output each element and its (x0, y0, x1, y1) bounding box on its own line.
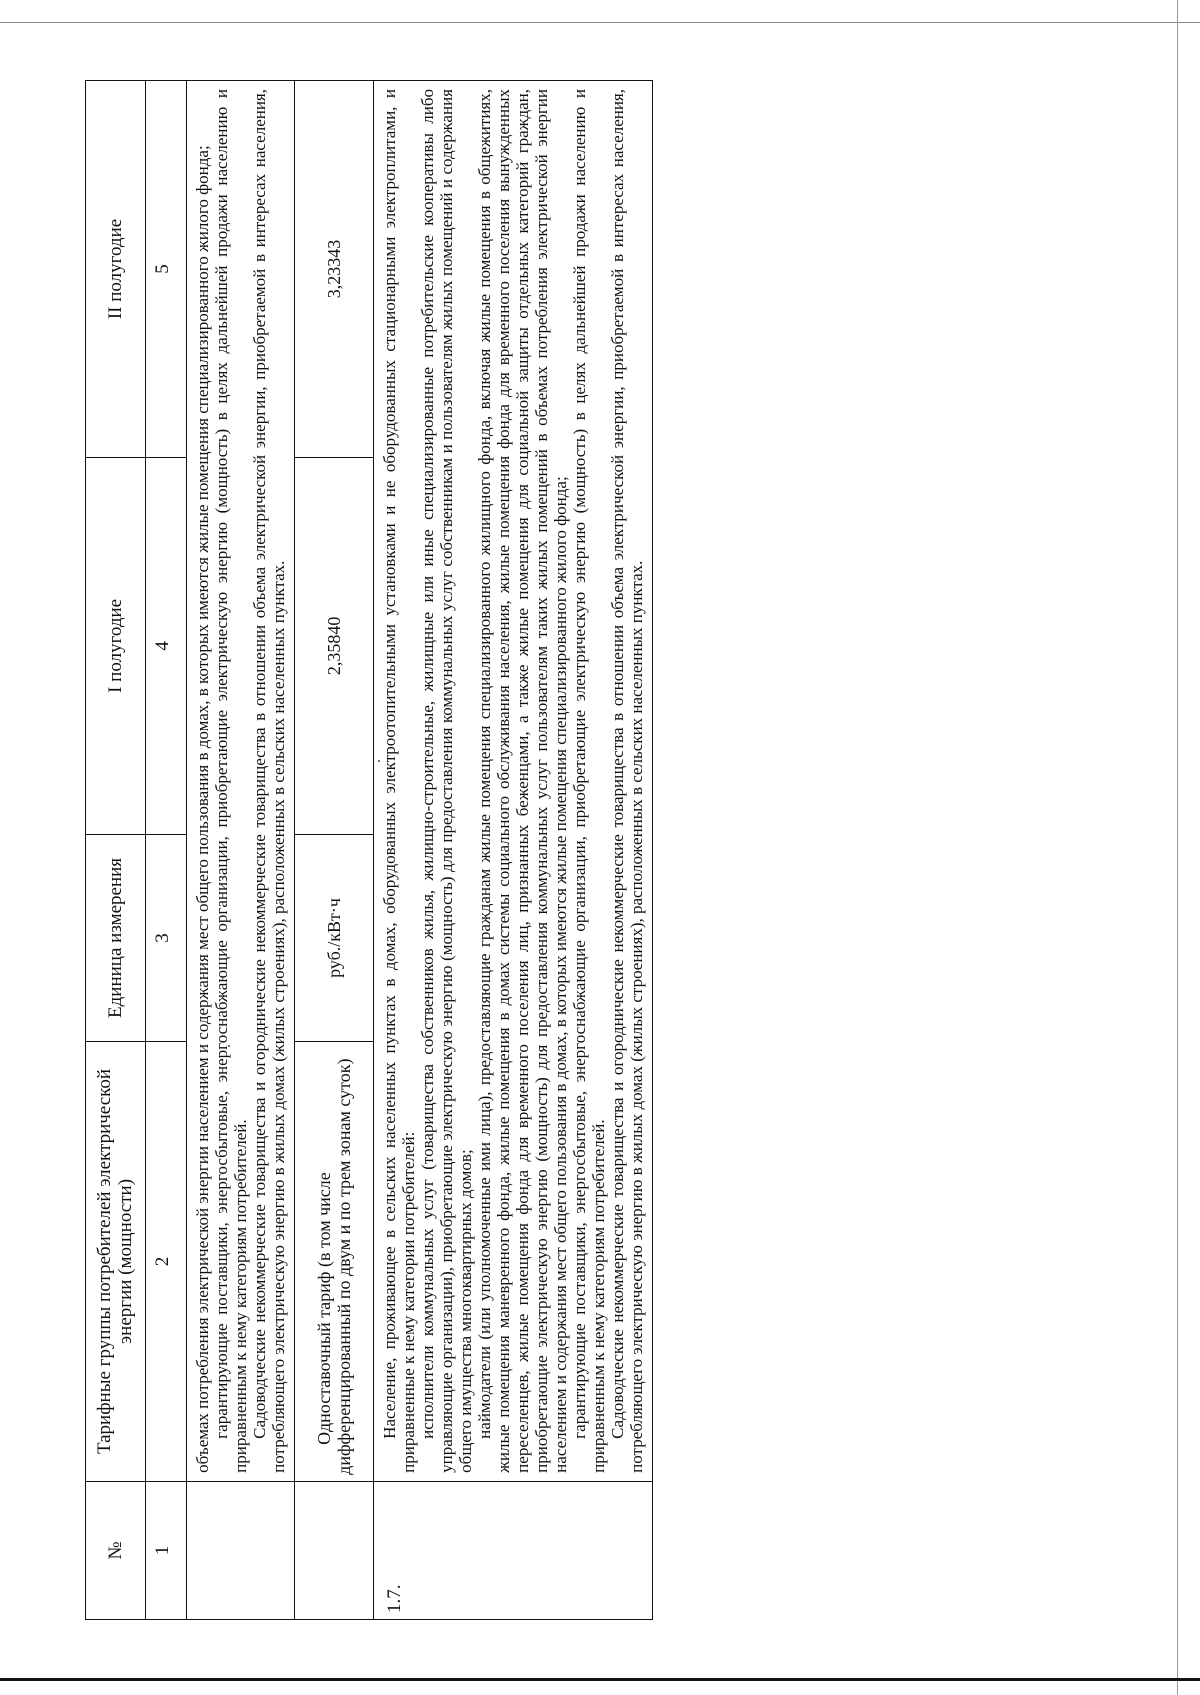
section-1-7-row (373, 81, 652, 1620)
tariff-name: Одноставочный тариф (в том числе дифференцированный по двум и по трем зонам суток) (294, 1042, 373, 1482)
paragraph: Садоводческие некоммерческие товарищества и огороднические некоммерческие товарищества в отношении объема электрической энергии, приобретаемой в интересах населения, потребляющего электрическую энергию в жилых домах (жилых строениях), расположенных в сельских населенных пунктах. (608, 89, 647, 1473)
column-number-row (145, 81, 186, 1620)
prev-section-row (186, 81, 294, 1620)
paragraph: гарантирующие поставщики, энергосбытовые, энергоснабжающие организации, приобретающие электрическую энергию (мощность) в целях дальнейшей продажи населению и приравненным к нему категориям потребителей. (570, 89, 609, 1473)
header-number: № (86, 1481, 146, 1619)
section-1-7-number: 1.7. (373, 1481, 652, 1619)
tariff-half2-value: 3,23343 (294, 81, 373, 458)
paragraph: Население, проживающее в сельских населенных пунктах в домах, оборудованных электроотопительными установками и не оборудованных стационарными электроплитами, и приравненные к нему категории потребителей: (379, 89, 418, 1473)
tariff-unit: руб./кВт·ч (294, 834, 373, 1041)
section-1-7-description (373, 81, 652, 1482)
col-number-4: 4 (145, 457, 186, 834)
col-number-1: 1 (145, 1481, 186, 1619)
tariff-row (294, 81, 373, 1620)
prev-section-number (186, 1481, 294, 1619)
col-number-5: 5 (145, 81, 186, 458)
paragraph: исполнители коммунальных услуг (товарищества собственников жилья, жилищно-строительные, жилищные или иные специализированные потребительские кооперативы либо управляющие организации), приобретающие электрическую энергию (мощность) для предоставления коммунальных услуг собственникам и пользователям жилых помещений и содержания общего имущества многоквартирных домов; (417, 89, 475, 1473)
scan-edge-top (0, 22, 1200, 23)
paragraph: гарантирующие поставщики, энергосбытовые, энергоснабжающие организации, приобретающие электрическую энергию (мощность) в целях дальнейшей продажи населению и приравненным к нему категориям потребителей. (211, 89, 250, 1473)
paragraph: объемах потребления электрической энергии населением и содержания мест общего пользования в домах, в которых имеются жилые помещения специализированного жилого фонда; (192, 145, 212, 1473)
col-number-3: 3 (145, 834, 186, 1041)
tariff-number (294, 1481, 373, 1619)
paragraph: наймодатели (или уполномоченные ими лица), предоставляющие гражданам жилые помещения специализированного жилищного фонда, включая жилые помещения в общежитиях, жилые помещения маневренного фонда, жилые помещения в домах системы социального обслуживания населения, жилые помещения фонда для временного поселения вынужденных переселенцев, жилые помещения фонда для временного поселения лиц, признанных беженцами, а также жилые помещения для социальной защиты отдельных категорий граждан, приобретающие электрическую энергию (мощность) для предоставления коммунальных услуг пользователям таких жилых помещений в объемах потребления электрической энергии населением и содержания мест общего пользования в домах, в которых имеются жилые помещения специализированного жилого фонда; (474, 89, 570, 1473)
header-row (86, 81, 146, 1620)
header-half2: II полугодие (86, 81, 146, 458)
scan-edge-right (1177, 0, 1178, 1695)
header-unit: Единица измерения (86, 834, 146, 1041)
tariff-half1-value: 2,35840 (294, 457, 373, 834)
prev-section-description (186, 81, 294, 1482)
col-number-2: 2 (145, 1042, 186, 1482)
header-half1: I полугодие (86, 457, 146, 834)
tariff-table (85, 80, 653, 1620)
paragraph: Садоводческие некоммерческие товарищества и огороднические некоммерческие товарищества в отношении объема электрической энергии, приобретаемой в интересах населения, потребляющего электрическую энергию в жилых домах (жилых строениях), расположенных в сельских населенных пунктах. (249, 89, 288, 1473)
scan-edge-bottom (0, 1678, 1200, 1681)
header-groups: Тарифные группы потребителей электрической энергии (мощности) (86, 1042, 146, 1482)
rotated-page (85, 80, 1125, 1620)
